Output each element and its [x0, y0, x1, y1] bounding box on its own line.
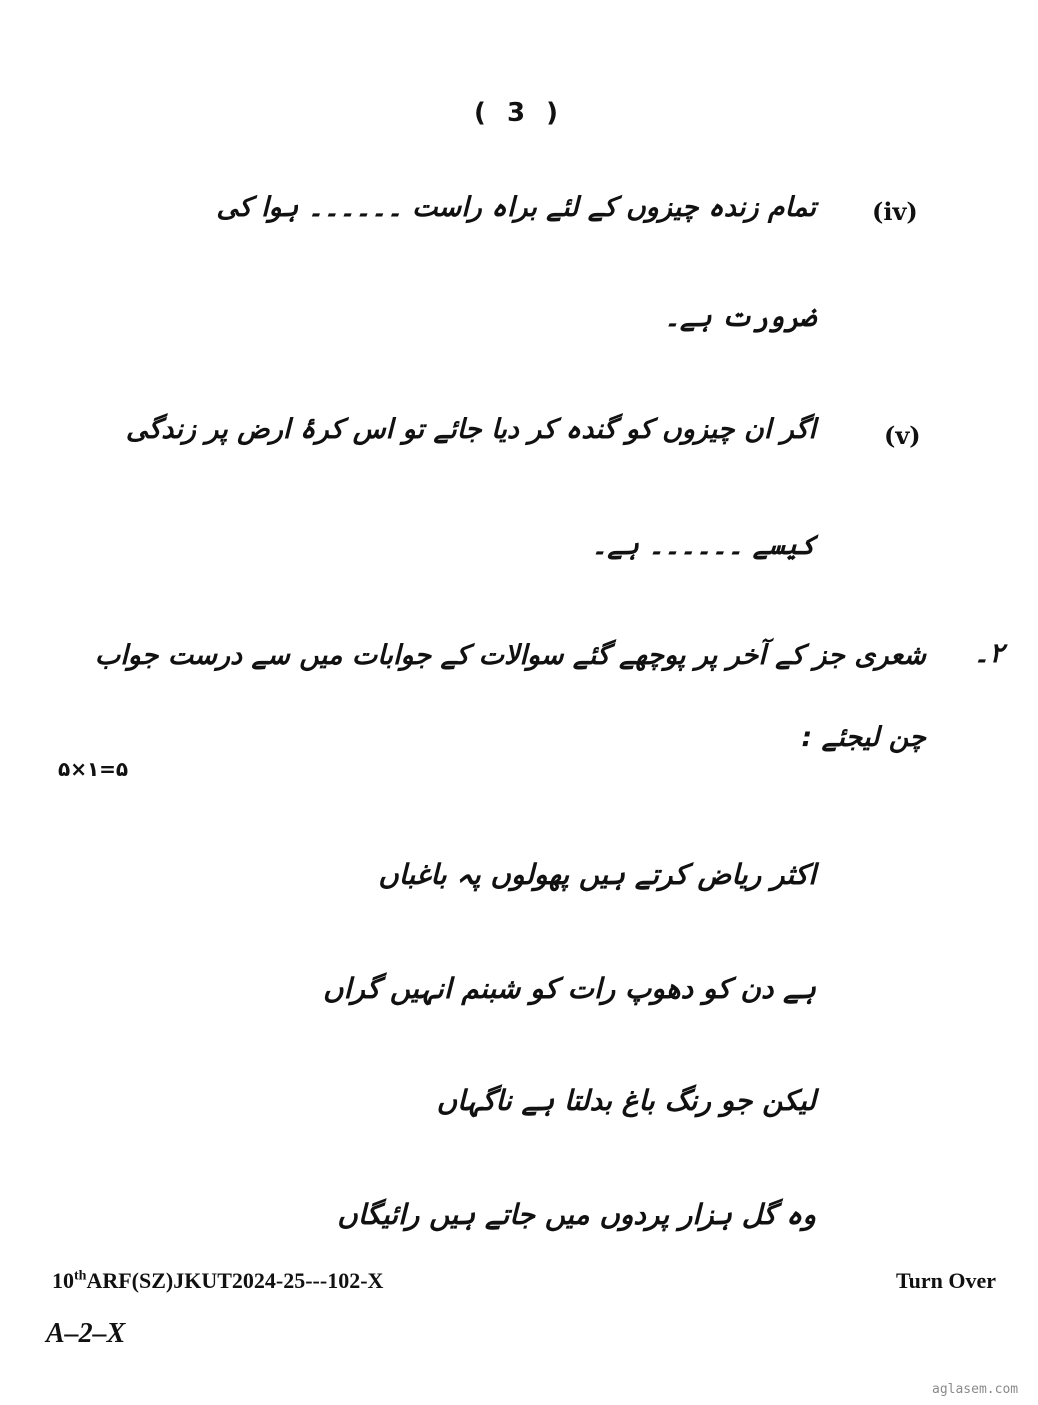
question-iv-number: (iv) [872, 197, 918, 226]
paper-code-sup: th [74, 1268, 87, 1284]
poem-line-3: لیکن جو رنگ باغ بدلتا ہے ناگہاں [436, 1084, 816, 1117]
question-2-line2: چن لیجئے : [801, 722, 926, 753]
question-2-number: ۲۔ [973, 638, 1004, 669]
form-code: A–2–X [46, 1318, 126, 1349]
poem-line-2: ہے دن کو دھوپ رات کو شبنم انہیں گراں [323, 972, 816, 1005]
paper-code-prefix: 10 [52, 1268, 74, 1293]
question-v-number: (v) [884, 421, 921, 450]
page-number: ( 3 ) [474, 98, 564, 128]
question-v-line1: اگر ان چیزوں کو گندہ کر دیا جائے تو اس کرۂ ارض پر زندگی [125, 414, 816, 445]
question-v-line2: کیسے ۔۔۔۔۔۔ ہے۔ [591, 530, 816, 561]
question-iv-line2: ضرورت ہے۔ [664, 302, 816, 333]
poem-line-4: وہ گل ہزار پردوں میں جاتے ہیں رائیگاں [337, 1198, 816, 1231]
paper-code-rest: ARF(SZ)JKUT2024-25---102-X [86, 1268, 384, 1293]
marks-label: ۵×۱=۵ [58, 757, 129, 781]
turn-over-label: Turn Over [896, 1268, 997, 1293]
question-2-line1: شعری جز کے آخر پر پوچھے گئے سوالات کے جوابات میں سے درست جواب [94, 640, 926, 671]
poem-line-1: اکثر ریاض کرتے ہیں پھولوں پہ باغباں [378, 858, 816, 891]
watermark: aglasem.com [932, 1382, 1019, 1397]
paper-code [52, 1268, 383, 1294]
question-iv-line1: تمام زندہ چیزوں کے لئے براہ راست ۔۔۔۔۔۔ ہوا کی [216, 192, 816, 223]
